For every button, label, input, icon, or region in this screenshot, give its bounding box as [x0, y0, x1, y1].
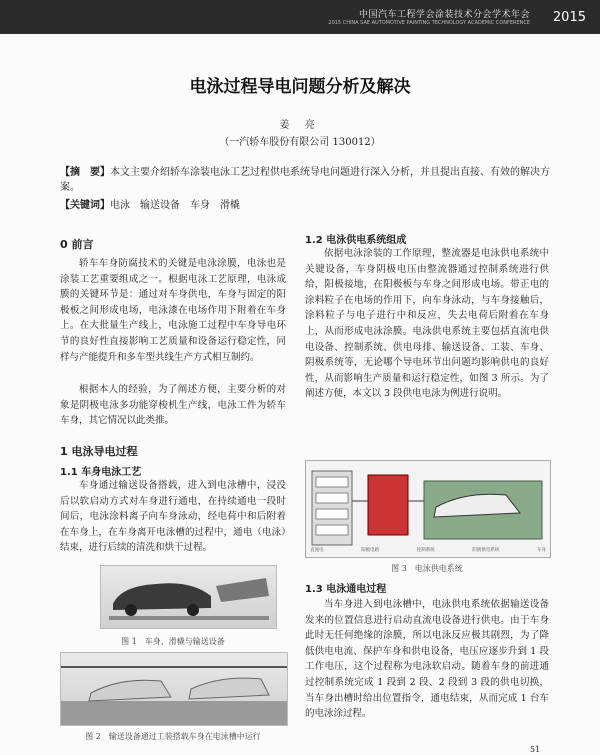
journal-name-en: 2015 CHINA SAE AUTOMOTIVE PAINTING TECHNOLOGY ACADEMIC CONFERENCE: [328, 20, 530, 26]
figure-1-caption: 图 1 车身、滑橇与输送设备: [121, 637, 225, 646]
page-number: 51: [530, 745, 541, 754]
abstract: [60, 165, 550, 195]
figure-3-legend: [310, 547, 546, 553]
section-0-paragraph-2: 根据本人的经验，为了阐述方便，主要分析的对象是阴极电泳多功能穿梭机生产线，电泳工件为轿车车身，其它情况以此类推。: [60, 384, 286, 427]
paper-title: 电泳过程导电问题分析及解决: [189, 77, 411, 97]
journal-name: 中国汽车工程学会涂装技术分会学术年会: [358, 10, 530, 20]
figure-2-illustration: [61, 653, 287, 725]
legend-item: 控制系统: [416, 548, 435, 553]
affiliation: （一汽轿车股份有限公司 130012）: [219, 137, 381, 148]
section-1-heading: 1 电泳导电过程: [60, 445, 138, 458]
journal-year: 2015: [552, 10, 586, 25]
figure-2-caption: 图 2 输送设备通过工装搭载车身在电泳槽中运行: [85, 732, 261, 741]
section-0-heading: 0 前言: [60, 238, 94, 251]
section-1-1-paragraph: 车身通过输送设备搭载，进入到电泳槽中，浸没后以软启动方式对车身进行通电，在持续通电一段时间后，电泳涂料离子向车身泳动，经电荷中和后附着在车身上，在车身离开电泳槽的过程中，通电（电泳）结束，进行后续的清洗和烘干过程。: [60, 480, 286, 554]
legend-item: 车身: [537, 548, 546, 553]
section-1-2-paragraph: 依据电泳涂装的工作原理，整流器是电泳供电系统中关键设备，车身阴极电压由整流器通过控制系统进行供给，阳极接地，在阳极板与车身之间形成电场。带正电的涂料粒子在电场的作用下，向车身泳动，与车身接触后，涂料粒子与电子进行中和反应，失去电荷后附着在车身上，从而形成电泳涂膜。电泳供电系统主要包括直流电供电设备、控制系统、供电母排、输送设备、工装、车身、阴极系统等，无论哪个导电环节出问题均影响供电的良好性，从而影响生产质量和运行稳定性，如图 3 所示。为了阐述方便，本文以 3 段供电电泳为例进行说明。: [305, 248, 549, 400]
legend-item: 直流电: [310, 548, 324, 553]
legend-item: 阴极供电系统: [472, 548, 500, 553]
keywords-text: 电泳 输送设备 车身 滑橇: [110, 200, 240, 211]
figure-1-image: [100, 565, 277, 629]
section-1-1-heading: 1.1 车身电泳工艺: [60, 467, 142, 478]
abstract-text: 本文主要介绍轿车涂装电泳工艺过程供电系统导电问题进行深入分析，并且提出直接、有效的解决方案。: [60, 167, 550, 193]
author: 姜 亮: [279, 120, 321, 131]
keywords-label: 【关键词】: [60, 200, 110, 211]
figure-2-image: [60, 652, 288, 726]
abstract-label: 【摘 要】: [60, 167, 110, 178]
section-1-3-heading: 1.3 电泳通电过程: [305, 584, 387, 595]
section-1-2-heading: 1.2 电泳供电系统组成: [305, 235, 407, 246]
section-0-paragraph-1: 轿车车身防腐技术的关键是电泳涂膜，电泳也是涂装工艺重要组成之一。根据电泳工艺原理，电泳成膜的关键环节是：通过对车身供电，车身与固定的阳极板之间形成电场，电泳漆在电场作用下附着在车身上。在大批量生产线上，电泳施工过程中车身导电环节的良好性直接影响工艺质量和设备运行稳定性，同样与产能提升和多车型共线生产方式相互制约。: [60, 258, 286, 363]
figure-3-illustration: [306, 461, 550, 557]
legend-item: 阳极电路: [361, 548, 380, 553]
figure-1-illustration: [101, 566, 276, 628]
figure-3-caption: 图 3 电泳供电系统: [391, 564, 463, 573]
keywords: [60, 196, 550, 211]
figure-3-diagram: [305, 460, 551, 558]
section-1-3-paragraph: 当车身进入到电泳槽中，电泳供电系统依据输送设备发来的位置信息进行启动直流电设备进行供电。由于车身此时无任何绝缘的涂膜，所以电泳反应极其剧烈，为了降低供电电流、保护车身和供电设备，电压应逐步升到 1 段工作电压，这个过程称为电泳软启动。随着车身的前进通过控制系统完成 1 段到 2 段、2 段到 3 段的供电切换，当车身出槽时给出位置指令，通电结束，从而完成 1 台车的电泳涂过程。: [305, 599, 549, 720]
